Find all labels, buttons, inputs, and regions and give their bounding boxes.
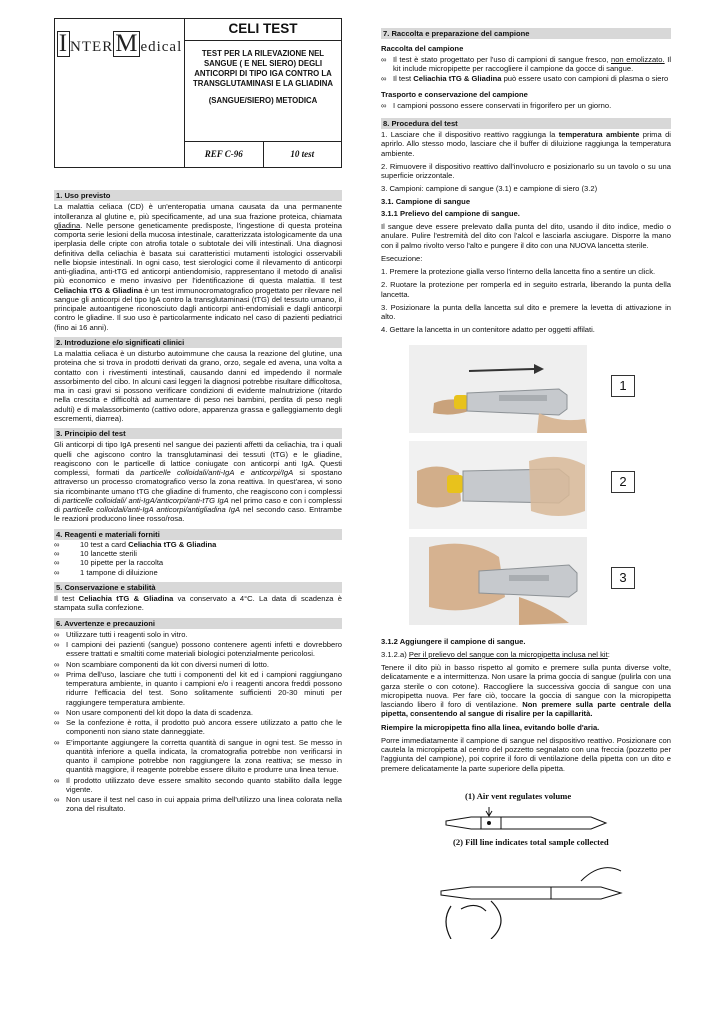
- section-heading-principio: 3. Principio del test: [54, 428, 342, 439]
- list-item: ∞ 10 lancette sterili: [54, 549, 137, 558]
- section-heading-conservazione: 5. Conservazione e stabilità: [54, 582, 342, 593]
- porre-text: Porre immediatamente il campione di sangue nel dispositivo reattivo. Posizionare con cautela la micropipetta al centro del pozzetto segnalato con una freccia (pozzetto per l'aggiunta del campione), poi coprire il foro di ventilazione della pipetta con un dito e premere delicatamente la parte superiore della pipetta.: [381, 735, 671, 773]
- heading-prelievo: 3.1.1 Prelievo del campione di sangue.: [381, 208, 520, 218]
- list-item: ∞ 10 pipette per la raccolta: [54, 558, 164, 568]
- section-heading-reagenti: 4. Reagenti e materiali forniti: [54, 529, 342, 540]
- figure-2: [381, 441, 671, 531]
- avvertenze-list: [54, 630, 342, 814]
- micropipetta-text: Tenere il dito più in basso rispetto al gomito e premere sulla punta diverse volte, delicatamente e a intermittenza. Non usare la prima goccia di sangue (pulirla con una garza sterile o con cotone). Raccogliere la successiva goccia di sangue con una micropipetta nuova. Per fare ciò, toccare la goccia di sangue con la micropipetta lasciando libero il foro di ventilazione. Non premere sulla parte centrale della pipetta, consentendo al sangue di risalire per la capillarità.: [381, 663, 671, 719]
- sub-heading-raccolta: Raccolta del campione: [381, 44, 464, 54]
- list-item: ∞ Il prodotto utilizzato deve essere smaltito secondo quanto stabilito dalla legge vigente.: [54, 775, 342, 794]
- section-heading-intro: 2. Introduzione e/o significati clinici: [54, 337, 342, 348]
- intermedical-logo: I NTERM edical: [58, 30, 183, 57]
- prelievo-text: Il sangue deve essere prelevato dalla punta del dito, usando il dito indice, medio o anulare. Pulire l'estremità del dito con l'alcol e lasciarla asciugare. Disporre la mano con il palmo rivolto verso l'alto e pungere il dito con una NUOVA lancetta sterile.: [381, 222, 671, 250]
- heading-aggiungere: 3.1.2 Aggiungere il campione di sangue.: [381, 636, 526, 646]
- header-box: [54, 18, 342, 168]
- esecuzione-label: Esecuzione:: [381, 253, 423, 263]
- list-item: ∞ Il test è stato progettato per l'uso di campioni di sangue fresco, non emolizzato. Il kit include micropipette per raccogliere il campione da gocce di sangue.: [381, 54, 672, 73]
- reagenti-list: [54, 540, 342, 577]
- ref-row: [185, 141, 341, 167]
- list-item: ∞ Utilizzare tutti i reagenti solo in vitro.: [54, 629, 188, 639]
- logo-cell: [55, 19, 185, 167]
- section-text-uso: La malattia celiaca (CD) è un'enteropatia umana causata da una permanente intolleranza al glutine e, più specificamente, ad una sua frazione proteica, chiamata gliadina. Nelle persone geneticamente predisposte, l'ingestione di questa proteina comporta serie lesioni della mucosa intestinale, caratterizzata istologicamente da una iperplasia delle cripte con atrofia totale o subtotale dei villi intestinali. Una diagnosi definitiva della celiachia è basata sui caratteristici mutamenti istologici osservabili nelle biopsie intestinali. In ogni caso, test sierologici come il rilevamento di anticorpi anti-gliadina, anti-tTG ed anticorpi antiendomisio, rappresentano il metodo di analisi più economico e meno invasivo per l'identificazione di questa malattia. Il test Celiachia tTG & Gliadina è un test immunocromatografico progettato per rilevare nel sangue gli anticorpi del tipo IgA contro la transglutaminasi (tTG) del tessuto umano, il principale autoantigene riconosciuto dagli anticorpi anti-endomisiali e dagli anticorpi contro le gliadine. Il suo uso è particolarmente indicato nel caso di pazienti pediatrici (fino ai 16 anni).: [54, 202, 342, 332]
- proc-step-2: 2. Rimuovere il dispositivo reattivo dall'involucro e posizionarlo su un tavolo o su una superficie orizzontale.: [381, 161, 671, 180]
- riempire-text: Riempire la micropipetta fino alla linea, evitando bolle d'aria.: [381, 722, 600, 732]
- section-text-intro: La malattia celiaca è un disturbo autoimmune che causa la reazione del glutine, una proteina che si trova in prodotti derivati da grano, orzo, segale ed avena, una volta a contatto con i rivestimenti intestinali, causando danni ed impedendo il normale assorbimento del cibo. In alcuni casi leggeri la diagnosi potrebbe risultare difficoltosa, ma in casi gravi si possono verificare condizioni di evidente malnutrizione (ritardo nella crescita e difficoltà ad aumentare di peso nei bambini, perdita di peso negli adulti) e di malassorbimento (cattivo odore, apparenza grassa e galleggiamento degli escrementi, diarrea).: [54, 349, 342, 423]
- pipette-diagram: [381, 791, 671, 941]
- lancet-photo-2: [409, 441, 587, 529]
- lancet-photo-1: [409, 345, 587, 433]
- section-text-conservazione: Il test Celiachia tTG & Gliadina va conservato a 4°C. La data di scadenza è stampata sulla confezione.: [54, 594, 342, 613]
- header-main: [185, 19, 341, 167]
- test-count: 10 test: [263, 142, 342, 167]
- figure-number: 3: [611, 567, 635, 589]
- list-item: ∞ E'importante aggiungere la corretta quantità di sangue in ogni test. Se messo in quantità inferiore a quella indicata, la cromatografia potrebbe non verificarsi in quanto il campione potrebbe non raggiungere la zona reattiva; se messo in quantità maggiore, il reagente potrebbe essere diluito e produrre una linea tenue.: [54, 737, 342, 775]
- sub-heading-trasporto: Trasporto e conservazione del campione: [381, 90, 528, 100]
- esecuzione-step-3: 3. Posizionare la punta della lancetta sul dito e premere la levetta di attivazione in alto.: [381, 302, 671, 321]
- section-heading-procedura: 8. Procedura del test: [381, 118, 671, 129]
- figure-3: [381, 537, 671, 627]
- list-item: ∞ Se la confezione è rotta, il prodotto può ancora essere utilizzato a patto che le componenti non siano state danneggiate.: [54, 718, 342, 737]
- lancet-photo-3: [409, 537, 587, 625]
- proc-step-1: 1. Lasciare che il dispositivo reattivo raggiunga la temperatura ambiente prima di aprirlo. Allo stesso modo, lasciare che il buffer di diluizione raggiunga la temperatura ambiente.: [381, 130, 671, 158]
- right-column: [381, 18, 671, 941]
- section-heading-uso: 1. Uso previsto: [54, 190, 342, 201]
- section-heading-avvertenze: 6. Avvertenze e precauzioni: [54, 618, 342, 629]
- doc-subtitle: TEST PER LA RILEVAZIONE NEL SANGUE ( E NEL SIERO) DEGLI ANTICORPI DI TIPO IGA CONTRO LA TRANSGLUTAMINASI E LA GLIADINA: [193, 49, 333, 88]
- heading-campione-sangue: 3.1. Campione di sangue: [381, 196, 471, 206]
- esecuzione-step-1: 1. Premere la protezione gialla verso l'interno della lancetta fino a sentire un click.: [381, 267, 656, 276]
- section-text-principio: Gli anticorpi di tipo IgA presenti nel sangue dei pazienti affetti da celiachia, tra i quali quelli che agiscono contro la transglutaminasi dei tessuti (tTG) e le gliadine, reagiscono con le particelle di lattice coniugate con anticorpi anti IgA. Questi complessi, formati da particelle colloidali/anti-IgA e anticorpi/IgA si spostano attraverso un processo cromatografico verso la zona reattiva. In quest'area, vi sono sia ricombinante umano tTG che gliadine di frumento, che reagiscono con i complessi di particelle colloidali/ anti-IgA/anticorpi/anti-tTG IgA nel primo caso e con i complessi di particelle colloidali/anti-IgA anticorpi/antigliadina IgA nel secondo caso. Entrambe le reazioni producono linee rosso/rosa.: [54, 440, 342, 524]
- list-item: ∞ I campioni dei pazienti (sangue) possono contenere agenti infetti e dovrebbero essere trattati e smaltiti come materiali biologici potenzialmente pericolosi.: [54, 640, 342, 659]
- esecuzione-step-4: 4. Gettare la lancetta in un contenitore adatto per oggetti affilati.: [381, 325, 595, 335]
- list-item: ∞ Il test Celiachia tTG & Gliadina può essere usato con campioni di plasma o siero: [381, 74, 669, 83]
- list-item: ∞ Non usare componenti del kit dopo la data di scadenza.: [54, 707, 254, 717]
- section-heading-raccolta: 7. Raccolta e preparazione del campione: [381, 28, 671, 39]
- list-item: ∞ 10 test a card Celiachia tTG & Gliadina: [54, 539, 217, 549]
- esecuzione-step-2: 2. Ruotare la protezione per romperla ed in seguito estrarla, liberando la punta della lancetta.: [381, 280, 671, 299]
- hand-pipette-drawing: [431, 851, 631, 939]
- diagram-label-fill-line: (2) Fill line indicates total sample collected: [453, 836, 609, 847]
- doc-title: CELI TEST: [185, 19, 341, 41]
- figure-number: 1: [611, 375, 635, 397]
- list-item: ∞ Non usare il test nel caso in cui appaia prima dell'utilizzo una linea colorata nella zona del risultato.: [54, 795, 342, 814]
- list-item: ∞ I campioni possono essere conservati in frigorifero per un giorno.: [381, 100, 612, 110]
- left-column: [54, 18, 342, 814]
- ref-code: REF C-96: [204, 149, 243, 160]
- diagram-label-air-vent: (1) Air vent regulates volume: [465, 790, 572, 801]
- micropipetta-intro: 3.1.2.a) Per il prelievo del sangue con la micropipetta inclusa nel kit:: [381, 649, 610, 659]
- figure-number: 2: [611, 471, 635, 493]
- figure-1: [381, 345, 671, 435]
- list-item: ∞ Non scambiare componenti da kit con diversi numeri di lotto.: [54, 659, 270, 669]
- proc-step-3: 3. Campioni: campione di sangue (3.1) e campione di siero (3.2): [381, 184, 598, 194]
- doc-method: (SANGUE/SIERO) METODICA: [208, 96, 318, 106]
- list-item: ∞ 1 tampone di diluizione: [54, 567, 158, 577]
- list-item: ∞ Prima dell'uso, lasciare che tutti i componenti del kit ed i campioni raggiungano temperatura ambiente, in quanto i campioni e/o i reagenti ancora freddi possono ridurre l'efficacia del test. Sono solitamente sufficienti 20-30 minuti per raggiungere temperatura ambiente.: [54, 669, 342, 707]
